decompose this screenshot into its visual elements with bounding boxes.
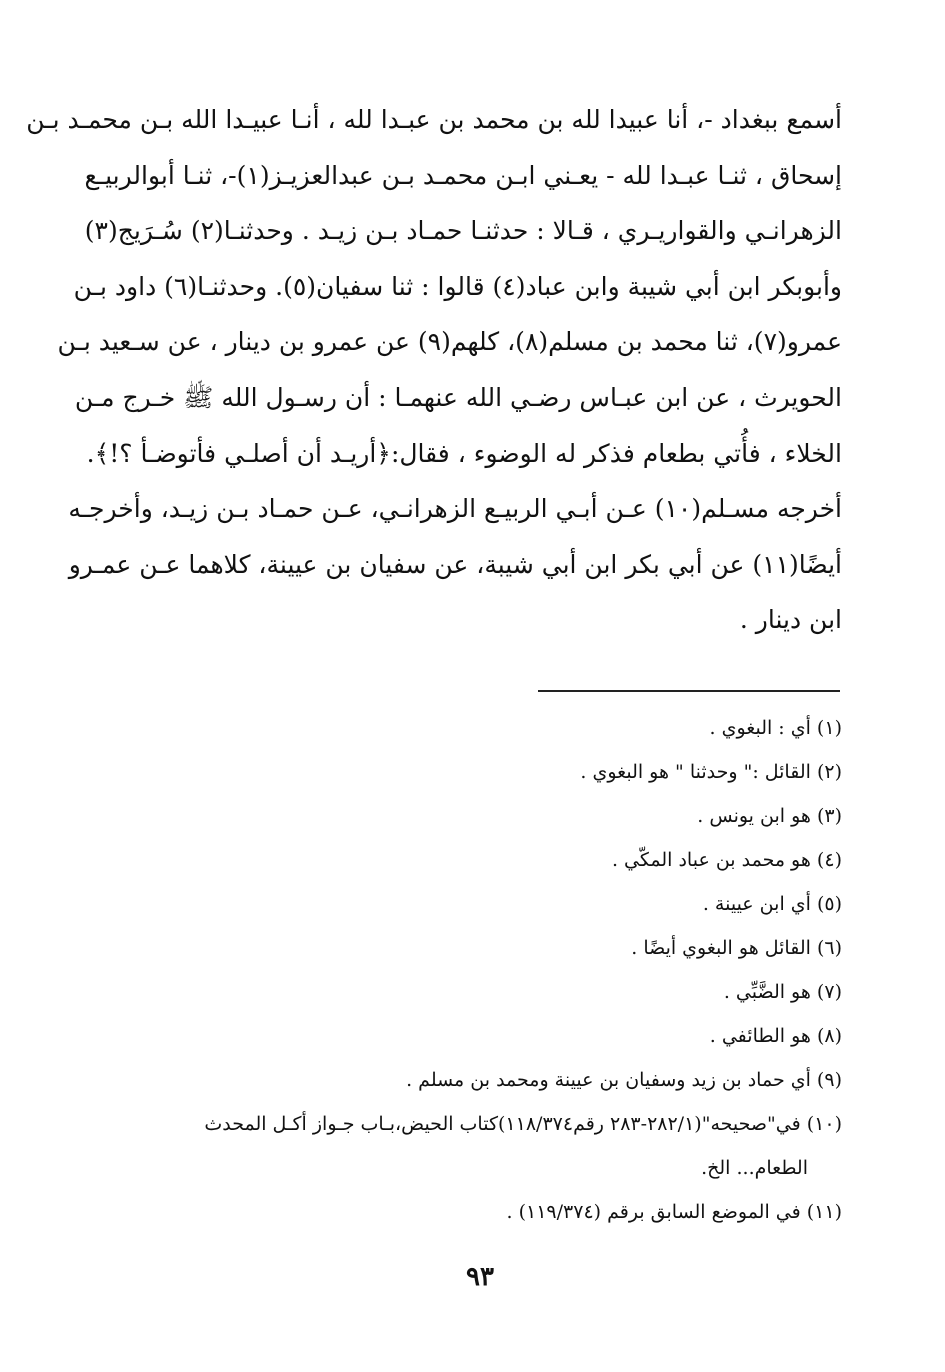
footnote-separator bbox=[538, 690, 840, 692]
main-text-line: أسمع ببغداد -، أنا عبيدا لله بن محمد بن عبـدا لله ، أنـا عبيـدا الله بـن محمـد بـن bbox=[26, 105, 842, 134]
main-text-line: ابن دينار . bbox=[739, 605, 842, 635]
footnote: (٨) هو الطائفي . bbox=[709, 1025, 842, 1047]
footnote: (٩) أي حماد بن زيد وسفيان بن عيينة ومحمد بن مسلم . bbox=[406, 1069, 842, 1091]
main-text-line: الحويرث ، عن ابن عبـاس رضـي الله عنهمـا : أن رسـول الله ﷺ خـرج مـن bbox=[74, 382, 842, 412]
main-text-line: أيضًا(١١) عن أبي بكر ابن أبي شيبة، عن سفيان بن عيينة، كلاهما عـن عمـرو bbox=[68, 549, 842, 579]
page-number: ٩٣ bbox=[466, 1262, 494, 1292]
footnote: (٣) هو ابن يونس . bbox=[697, 805, 842, 827]
main-text-line: أخرجه مسـلم(١٠) عـن أبـي الربيـع الزهرانـي، عـن حمـاد بـن زيـد، وأخرجـه bbox=[68, 494, 842, 524]
footnotes bbox=[118, 706, 842, 1234]
footnote: (٦) القائل هو البغوي أيضًا . bbox=[631, 937, 842, 959]
main-text-line: الزهرانـي والقواريـري ، قـالا : حدثنـا حمـاد بـن زيـد . وحدثنـا(٢) سُـرَيج(٣) bbox=[84, 216, 842, 246]
main-text-line: وأبوبكر ابن أبي شيبة وابن عباد(٤) قالوا : ثنا سفيان(٥). وحدثنـا(٦) داود بـن bbox=[73, 271, 842, 301]
main-text-line: إسحاق ، ثنـا عبـدا لله - يعـني ابـن محمـد بـن عبدالعزيـز(١)-، ثنـا أبوالربيـع bbox=[84, 160, 842, 190]
main-text-body bbox=[26, 92, 842, 648]
footnote: (٢) القائل :" وحدثنا " هو البغوي . bbox=[580, 761, 842, 783]
footnote: (٧) هو الضَّبِّي . bbox=[723, 981, 842, 1003]
footnote: (٤) هو محمد بن عباد المكّي . bbox=[611, 849, 842, 871]
footnote: (٥) أي ابن عيينة . bbox=[702, 893, 842, 915]
footnote: (١) أي : البغوي . bbox=[709, 717, 842, 739]
footnote: (١٠) في"صحيحه"(٢٨٢/١-٢٨٣ رقم١١٨/٣٧٤)كتاب الحيض،بـاب جـواز أكـل المحدث bbox=[204, 1113, 842, 1135]
main-text-line: عمرو(٧)، ثنا محمد بن مسلم(٨)، كلهم(٩) عن عمرو بن دينار ، عن سـعيد بـن bbox=[57, 327, 842, 357]
footnote-continuation: الطعام... الخ. bbox=[701, 1157, 808, 1179]
footnote: (١١) في الموضع السابق برقم (١١٩/٣٧٤) . bbox=[506, 1201, 842, 1223]
main-text-line: الخلاء ، فأُتي بطعام فذكر له الوضوء ، فقال:﴿أريـد أن أصلـي فأتوضـأ ؟!﴾. bbox=[86, 438, 842, 468]
